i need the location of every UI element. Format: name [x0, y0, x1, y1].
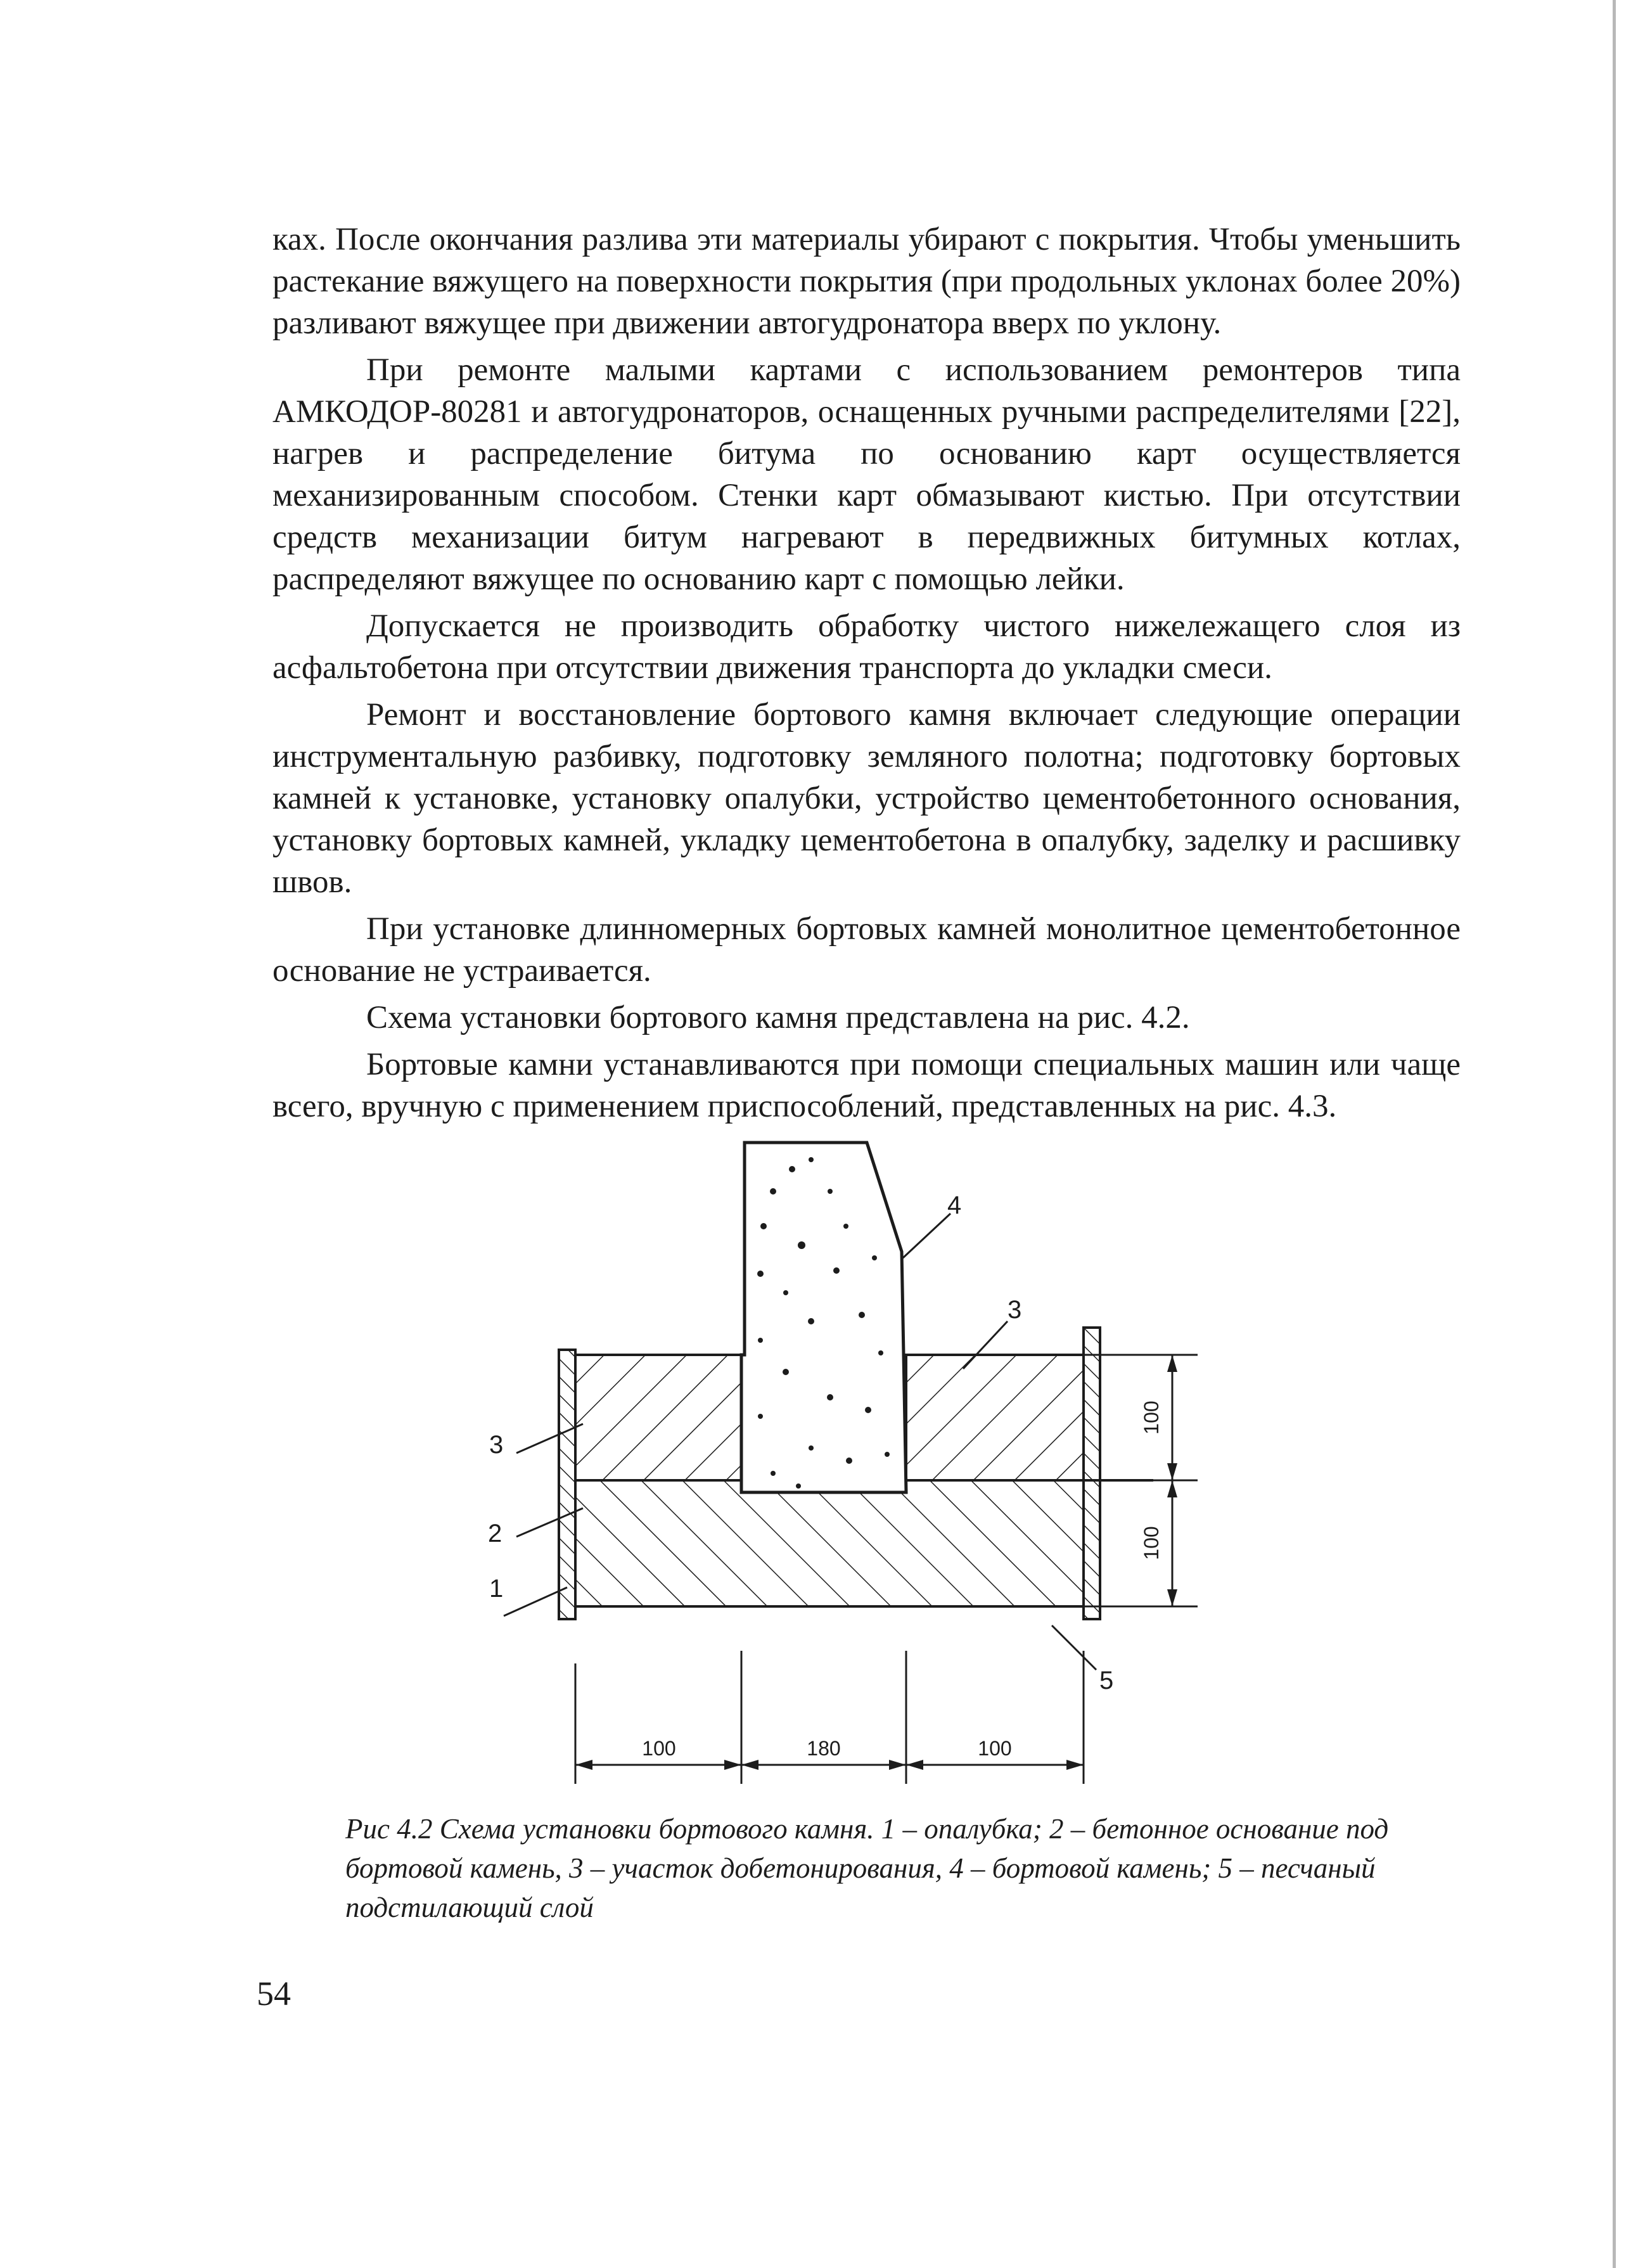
paragraph: Схема установки бортового камня представлена на рис. 4.2. [366, 1000, 1190, 1035]
label-2: 2 [488, 1520, 502, 1547]
label-5: 5 [1099, 1667, 1114, 1695]
curb-stone [741, 1143, 906, 1492]
page-number: 54 [257, 1975, 291, 2013]
dim-width-left: 100 [642, 1737, 676, 1760]
label-3-left: 3 [489, 1431, 504, 1459]
dim-height-upper: 100 [1140, 1400, 1163, 1435]
formwork-right [1084, 1328, 1100, 1619]
label-4: 4 [947, 1191, 962, 1219]
paragraph: Ремонт и восстановление бортового камня включает следующие операции инструментальную разбивку, подготовку земляного полотна; подготовку бортовых камней к установке, установку опалубки, устройство цементобетонного основания, установку бортовых камней, укладку цементобетона в опалубку, заделку и расшивку швов. [272, 697, 1461, 900]
paragraph: Бортовые камни устанавливаются при помощи специальных машин или чаще всего, вручную с применением приспособлений, представленных на рис. 4.3. [272, 1047, 1461, 1124]
page-edge [1613, 0, 1616, 2268]
backfill-left [575, 1355, 748, 1480]
label-3-right: 3 [1008, 1296, 1022, 1324]
concrete-base [575, 1480, 1084, 1606]
dim-width-right: 100 [978, 1737, 1012, 1760]
paragraph: При ремонте малыми картами с использованием ремонтеров типа АМКОДОР-80281 и автогудронаторов, оснащенных ручными распределителями [22], нагрев и распределение битума по основанию карт осуществляется механизированным способом. Стенки карт обмазывают кистью. При отсутствии средств механизации битум нагревают в передвижных битумных котлах, распределяют вяжущее по основанию карт с помощью лейки. [272, 352, 1461, 597]
dim-width-middle: 180 [807, 1737, 841, 1760]
paragraph: ках. После окончания разлива эти материалы убирают с покрытия. Чтобы уменьшить растекание вяжущего на поверхности покрытия (при продольных уклонах более 20%) разливают вяжущее при движении автогудронатора вверх по уклону. [272, 222, 1461, 341]
paragraph: Допускается не производить обработку чистого нижележащего слоя из асфальтобетона при отсутствии движения транспорта до укладки смеси. [272, 608, 1461, 686]
curb-stone-diagram [456, 1131, 1255, 1812]
backfill-right [906, 1355, 1084, 1480]
label-1: 1 [489, 1575, 504, 1603]
body-text [272, 219, 1461, 1127]
figure-caption: Рис 4.2 Схема установки бортового камня. 1 – опалубка; 2 – бетонное основание под бортовой камень, 3 – участок добетонирования, 4 – бортовой камень; 5 – песчаный подстилающий слой [345, 1813, 1389, 1923]
dim-height-lower: 100 [1140, 1526, 1163, 1560]
formwork-left [559, 1350, 575, 1619]
paragraph: При установке длинномерных бортовых камней монолитное цементобетонное основание не устраивается. [272, 911, 1461, 989]
